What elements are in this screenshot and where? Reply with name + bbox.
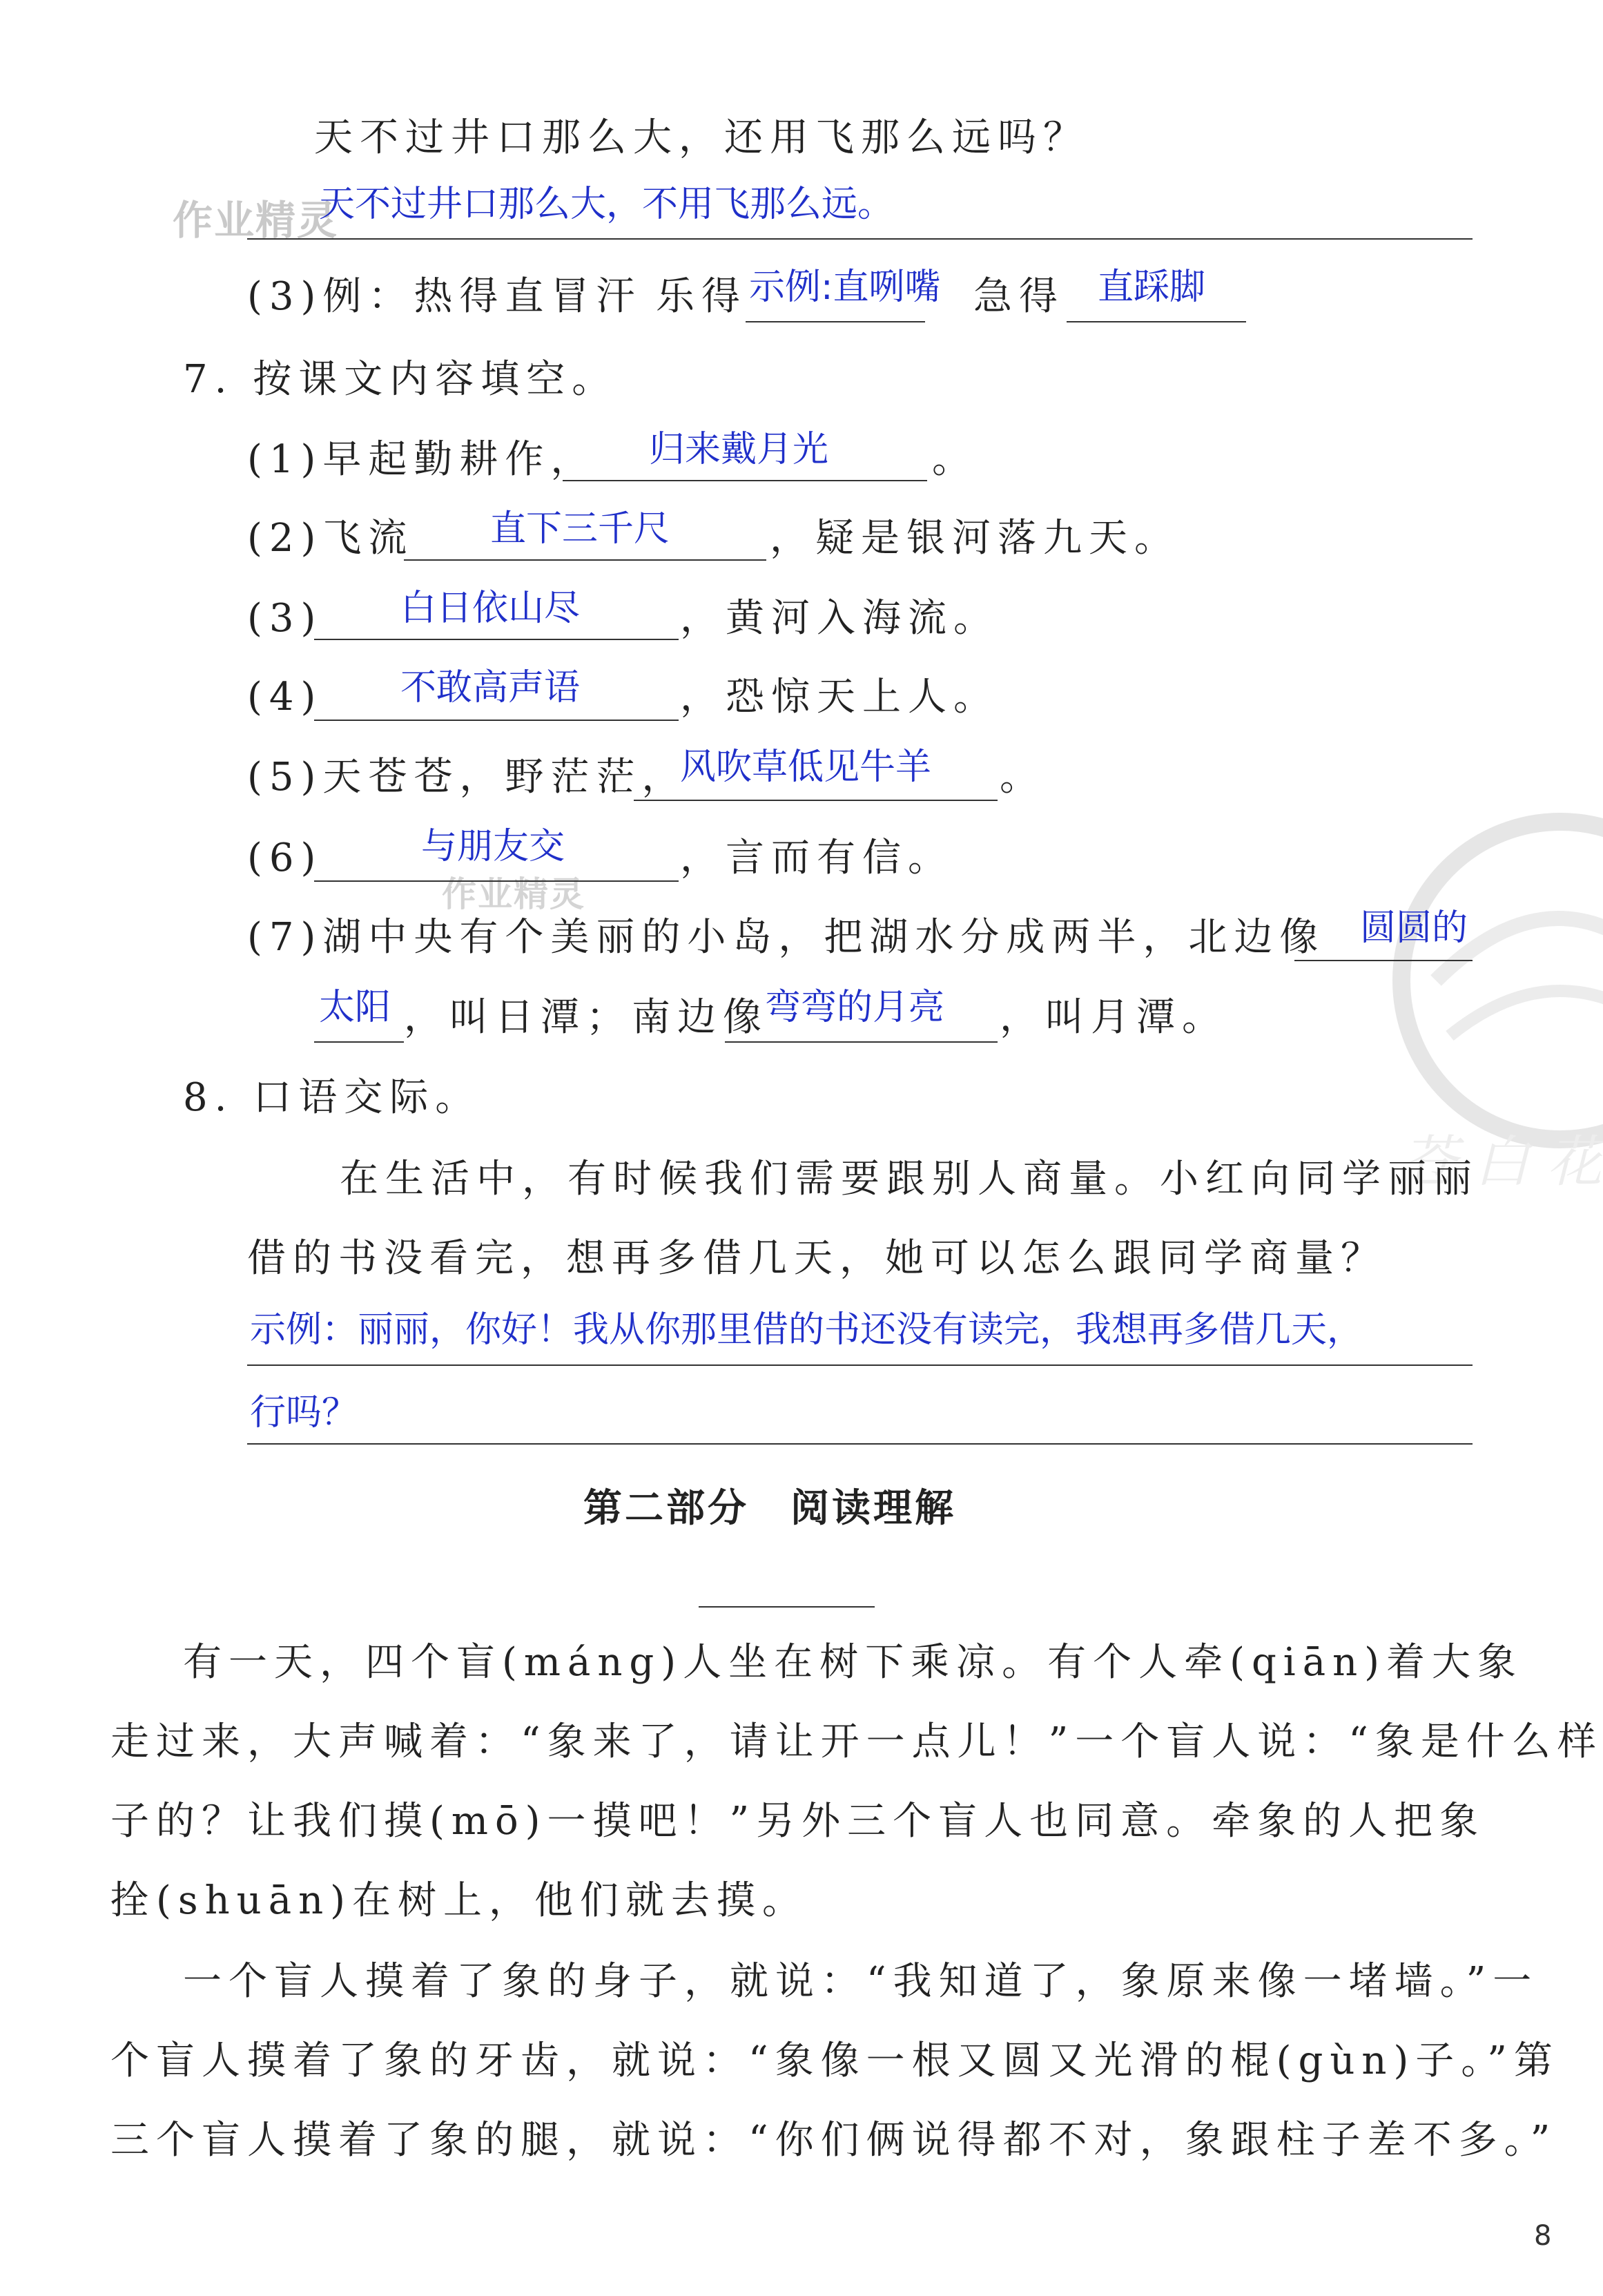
blank-line <box>314 639 679 640</box>
blank-line <box>634 800 998 801</box>
q7-6-post: ，言而有信。 <box>680 836 953 880</box>
q6-3-mid: 乐得 <box>656 274 747 319</box>
q6-2-question-line: 天不过井口那么大，还用飞那么远吗？ <box>314 115 1089 160</box>
q6-3-answer-1: 示例:直咧嘴 <box>749 267 941 308</box>
q7-7-post: ，叫月潭。 <box>1000 995 1227 1040</box>
q7-5-answer: 风吹草低见牛羊 <box>680 746 932 788</box>
passage-line: 三个盲人摸着了象的腿，就说：“你们俩说得都不对，象跟柱子差不多。” <box>110 2118 1557 2163</box>
q7-2-answer: 直下三千尺 <box>490 508 670 550</box>
passage-line: 走过来，大声喊着：“象来了，请让开一点儿！”一个盲人说：“象是什么样 <box>110 1719 1603 1764</box>
blank-line <box>1294 960 1473 961</box>
q7-5-post: 。 <box>1000 755 1045 800</box>
passage-line: 个盲人摸着了象的牙齿，就说：“象像一根又圆又光滑的棍(gùn)子。”第 <box>110 2038 1560 2083</box>
blank-line <box>1067 321 1246 322</box>
svg-text:苍 白 花: 苍 白 花 <box>1401 1130 1602 1194</box>
q8-title: 8. 口语交际。 <box>183 1075 481 1120</box>
page-number: 8 <box>1534 2220 1552 2252</box>
passage-line: 一个盲人摸着了象的身子，就说：“我知道了，象原来像一堵墙。”一 <box>183 1959 1539 2004</box>
q7-7-answer-2: 弯弯的月亮 <box>765 987 945 1028</box>
answer-line <box>247 238 1473 240</box>
q7-1-post: 。 <box>932 437 978 482</box>
q8-prompt-line-2: 借的书没看完，想再多借几天，她可以怎么跟同学商量？ <box>247 1236 1386 1281</box>
q7-3-pre: (3) <box>247 596 323 641</box>
section-heading: 第二部分 阅读理解 <box>583 1486 956 1531</box>
q8-answer-line-2: 行吗？ <box>250 1392 358 1434</box>
blank-line <box>746 321 925 322</box>
passage-line: 子的？让我们摸(mō)一摸吧！”另外三个盲人也同意。牵象的人把象 <box>110 1799 1486 1844</box>
q7-1-answer: 归来戴月光 <box>649 429 829 470</box>
q7-3-answer: 白日依山尽 <box>400 588 581 629</box>
q7-title: 7. 按课文内容填空。 <box>183 357 618 402</box>
q7-6-pre: (6) <box>247 836 323 880</box>
q7-4-answer: 不敢高声语 <box>400 667 581 708</box>
title-blank-line <box>699 1606 875 1608</box>
blank-line <box>314 880 679 882</box>
answer-line <box>247 1364 1473 1366</box>
watermark-emblem <box>1353 773 1602 1215</box>
q6-3-answer-2: 直踩脚 <box>1098 267 1206 308</box>
watermark-text: 作业精灵 <box>173 197 339 244</box>
q6-3-mid2: 急得 <box>973 274 1065 319</box>
q7-1-pre: (1)早起勤耕作， <box>247 437 596 482</box>
q8-prompt-line-1: 在生活中，有时候我们需要跟别人商量。小红向同学丽丽 <box>340 1157 1479 1202</box>
q7-2-pre: (2)飞流 <box>247 516 414 561</box>
blank-line <box>404 559 766 561</box>
q6-2-answer: 天不过井口那么大，不用飞那么远。 <box>319 184 894 225</box>
q7-2-post: ，疑是银河落九天。 <box>770 516 1180 561</box>
q7-4-post: ，恐惊天上人。 <box>680 675 999 720</box>
q7-4-pre: (4) <box>247 675 323 720</box>
blank-line <box>314 1041 404 1043</box>
blank-line <box>563 480 927 481</box>
q7-7-answer-1b: 太阳 <box>319 987 391 1028</box>
q8-answer-line-1: 示例：丽丽，你好！我从你那里借的书还没有读完，我想再多借几天， <box>250 1309 1363 1351</box>
q7-7-pre: (7)湖中央有个美丽的小岛，把湖水分成两半，北边像 <box>247 915 1325 960</box>
q7-6-answer: 与朋友交 <box>421 826 565 867</box>
q7-7-answer-1a: 圆圆的 <box>1360 907 1468 949</box>
passage-line: 有一天，四个盲(máng)人坐在树下乘凉。有个人牵(qiān)着大象 <box>183 1640 1524 1685</box>
blank-line <box>725 1041 998 1043</box>
q7-5-pre: (5)天苍苍，野茫茫， <box>247 755 688 800</box>
passage-line: 拴(shuān)在树上，他们就去摸。 <box>110 1878 808 1923</box>
watermark-text: 作业精灵 <box>442 874 585 914</box>
blank-line <box>314 720 679 721</box>
q7-7-mid: ，叫日潭；南边像 <box>404 995 768 1040</box>
answer-line <box>247 1443 1473 1445</box>
q7-3-post: ，黄河入海流。 <box>680 596 999 641</box>
q6-3-label: (3)例：热得直冒汗 <box>247 274 642 319</box>
